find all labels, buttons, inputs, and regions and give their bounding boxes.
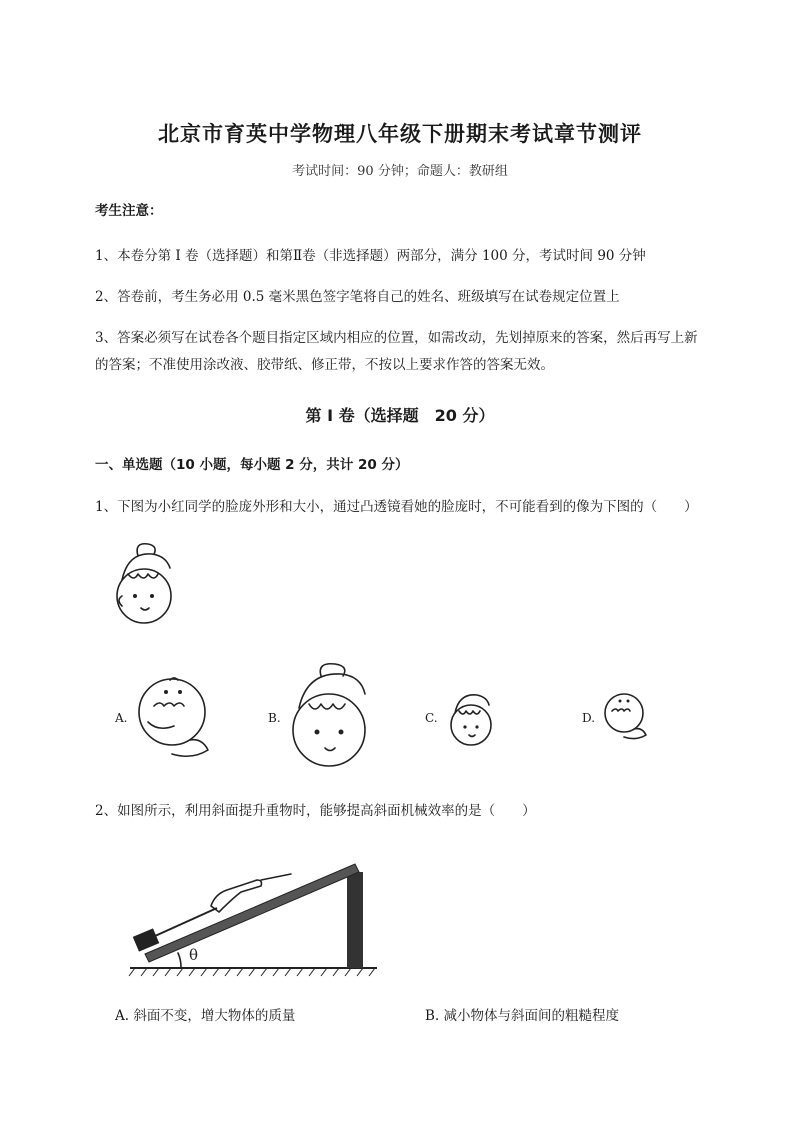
face-original-figure	[108, 540, 178, 635]
option-c-label: C.	[425, 711, 438, 725]
face-option-a-figure	[132, 662, 212, 772]
question-1-text: 1、下图为小红同学的脸庞外形和大小，通过凸透镜看她的脸庞时，不可能看到的像为下图的（ ）	[95, 499, 698, 515]
option-b-label: B.	[268, 711, 281, 725]
face-option-c-figure	[445, 685, 497, 753]
notice-item-3-cont: 的答案；不准使用涂改液、胶带纸、修正带，不按以上要求作答的答案无效。	[95, 357, 554, 373]
incline-figure	[125, 850, 385, 985]
face-option-b-figure	[285, 660, 375, 775]
face-option-d-figure	[600, 685, 650, 750]
exam-info: 考试时间：90 分钟；命题人：教研组	[292, 164, 508, 179]
question-2-option-a: A. 斜面不变，增大物体的质量	[115, 1008, 296, 1024]
notice-heading: 考生注意：	[95, 203, 163, 219]
question-2-text: 2、如图所示，利用斜面提升重物时，能够提高斜面机械效率的是（ ）	[95, 803, 536, 819]
option-d-label: D.	[582, 711, 596, 725]
section-title: 第 I 卷（选择题 20 分）	[305, 406, 495, 425]
page-title: 北京市育英中学物理八年级下册期末考试章节测评	[158, 122, 642, 146]
notice-item-3: 3、答案必须写在试卷各个题目指定区域内相应的位置，如需改动，先划掉原来的答案，然后再写上新	[95, 330, 698, 346]
notice-item-2: 2、答卷前，考生务必用 0.5 毫米黑色签字笔将自己的姓名、班级填写在试卷规定位置上	[95, 289, 620, 305]
notice-item-1: 1、本卷分第 I 卷（选择题）和第Ⅱ卷（非选择题）两部分，满分 100 分，考试时间 90 分钟	[95, 248, 646, 264]
option-a-label: A.	[115, 711, 128, 725]
question-2-option-b: B. 减小物体与斜面间的粗糙程度	[425, 1008, 620, 1024]
angle-theta-label: θ	[189, 946, 199, 964]
part-heading: 一、单选题（10 小题，每小题 2 分，共计 20 分）	[95, 457, 409, 473]
